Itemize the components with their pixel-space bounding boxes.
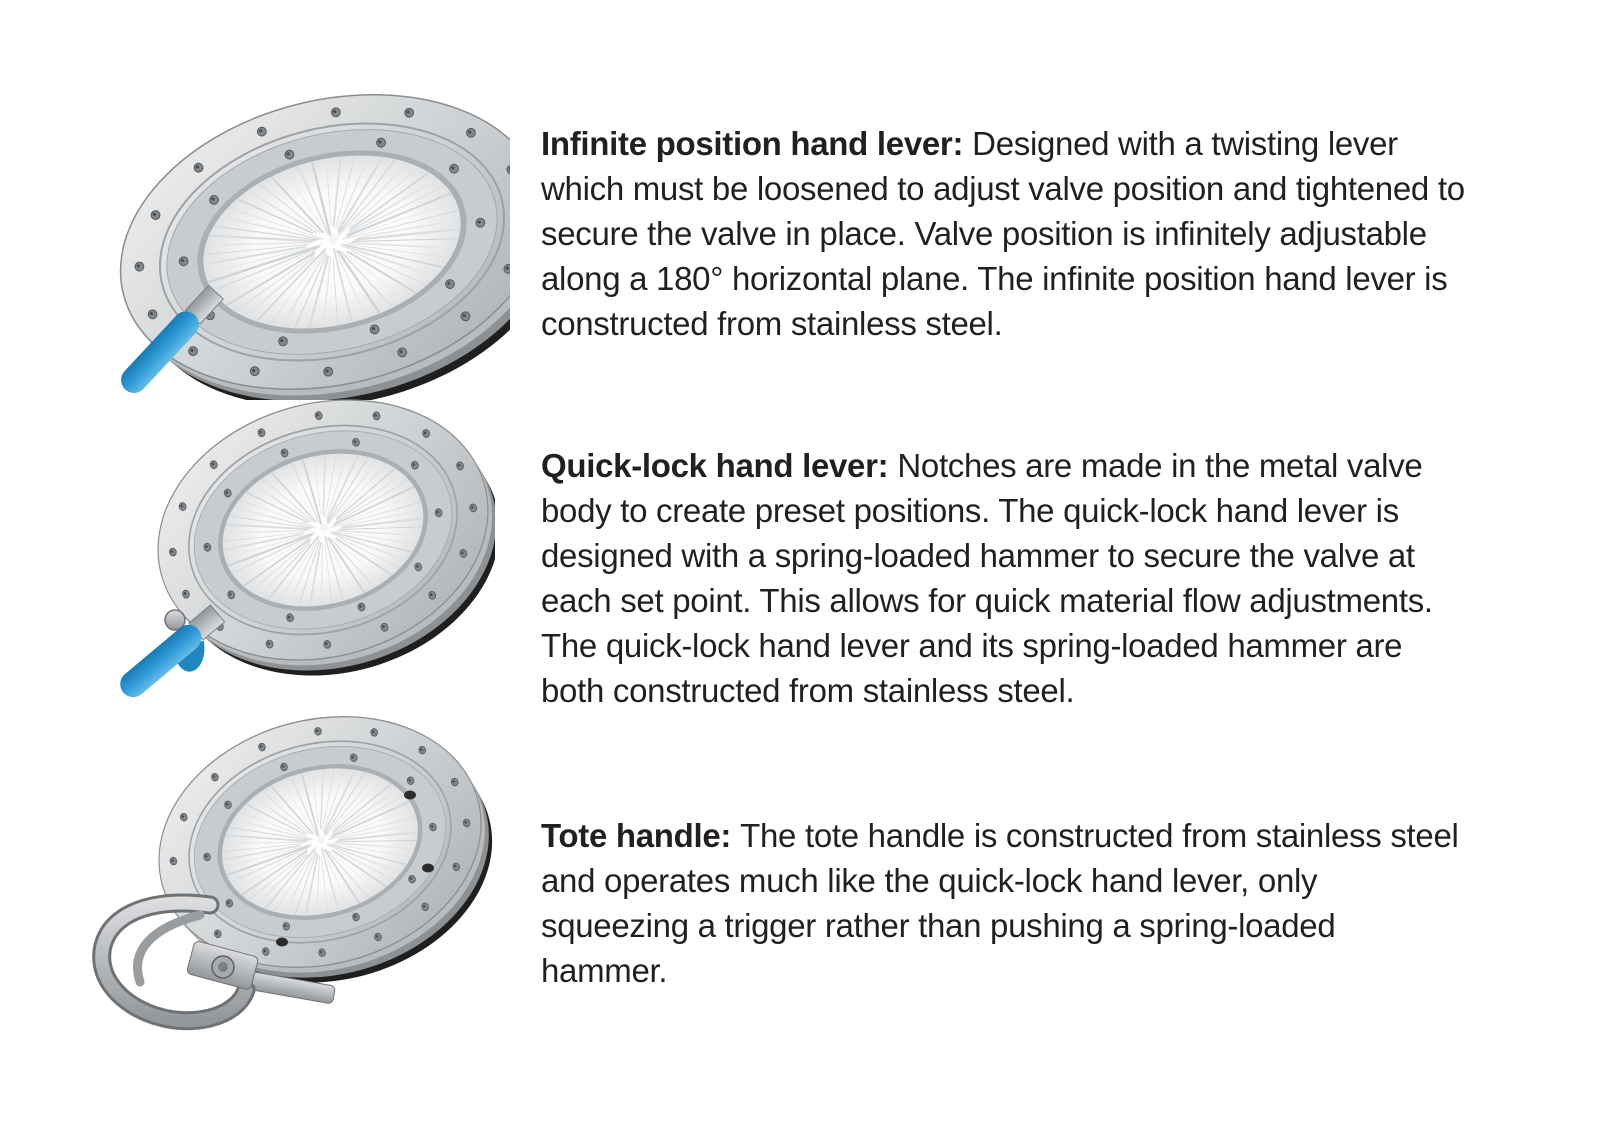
paragraph xyxy=(541,443,1469,713)
section-body: The tote handle is constructed from stainless steel and operates much like the quick-lock hand lever, only squeezing a trigger rather than pushing a spring-loaded hammer. xyxy=(541,817,1459,989)
section-body: Notches are made in the metal valve body to create preset positions. The quick-lock hand lever is designed with a spring-loaded hammer to secure the valve at each set point. This allows for quick material flow adjustments. The quick-lock hand lever and its spring-loaded hammer are both constructed from stainless steel. xyxy=(541,447,1433,709)
photo-iris-valve-tote-handle xyxy=(60,700,540,1050)
section-heading: Tote handle: xyxy=(541,817,732,854)
section-heading: Infinite position hand lever: xyxy=(541,125,964,162)
iris-valve-illustration xyxy=(60,50,510,400)
paragraph xyxy=(541,813,1469,993)
photo-iris-valve-quick-lock-hand-lever xyxy=(55,390,495,740)
bolt-hole xyxy=(422,864,434,873)
paragraph xyxy=(541,121,1469,346)
bolt-hole xyxy=(404,791,416,800)
section-body: Designed with a twisting lever which must be loosened to adjust valve position and tightened to secure the valve in place. Valve position is infinitely adjustable along a 180° horizontal plane. The infinite position hand lever is constructed from stainless steel. xyxy=(541,125,1465,342)
section-heading: Quick-lock hand lever: xyxy=(541,447,889,484)
section-infinite-position-hand-lever xyxy=(541,121,1469,346)
section-tote-handle xyxy=(541,813,1469,993)
section-quick-lock-hand-lever xyxy=(541,443,1469,713)
iris-valve-illustration xyxy=(55,390,495,735)
iris-valve-illustration xyxy=(60,700,540,1045)
pivot-bolt-head xyxy=(218,962,228,972)
photo-iris-valve-infinite-position-hand-lever xyxy=(60,50,510,405)
bolt-hole xyxy=(276,938,288,947)
